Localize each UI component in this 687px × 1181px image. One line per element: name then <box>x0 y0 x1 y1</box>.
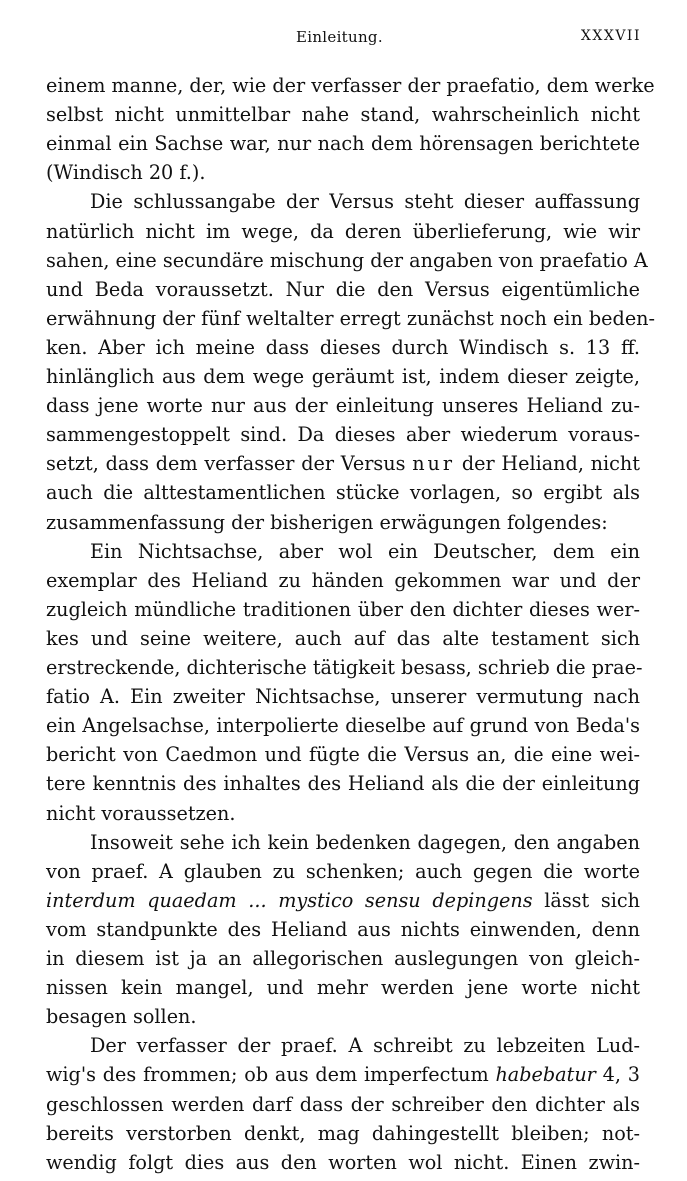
running-title: Einleitung. <box>296 28 383 46</box>
text-segment: 4, 3 <box>595 1063 640 1087</box>
text-line <box>46 159 640 187</box>
text-line <box>46 741 640 769</box>
text-line <box>46 770 640 798</box>
text-segment: vom standpunkte des Heliand aus nichts einwenden, denn <box>46 917 640 941</box>
text-segment: sammengestoppelt sind. Da dieses aber wiederum voraus- <box>46 423 640 447</box>
text-segment: ein Angelsachse, interpolierte dieselbe auf grund von Beda's <box>46 714 640 738</box>
text-segment: bericht von Caedmon und fügte die Versus an, die eine wei- <box>46 743 640 767</box>
text-segment: sahen, eine secundäre mischung der angaben von praefatio A <box>46 248 648 272</box>
text-line <box>46 130 640 158</box>
text-line <box>46 1120 640 1148</box>
text-segment: dass jene worte nur aus der einleitung unseres Heliand zu- <box>46 394 640 418</box>
text-segment: Ein Nichtsachse, aber wol ein Deutscher, dem ein <box>90 539 640 563</box>
text-line <box>46 683 640 711</box>
spaced-emphasis: nur <box>412 452 456 476</box>
text-line <box>46 800 640 828</box>
text-segment: der Heliand, nicht <box>455 452 640 476</box>
text-line <box>46 1149 640 1177</box>
text-line <box>46 1061 640 1089</box>
text-line <box>46 596 640 624</box>
text-segment: in diesem ist ja an allegorischen auslegungen von gleich- <box>46 947 640 970</box>
text-segment: und Beda voraussetzt. Nur die den Versus eigentümliche <box>46 277 640 301</box>
text-segment: Der verfasser der praef. A schreibt zu lebzeiten Lud- <box>90 1034 640 1058</box>
text-segment: erstreckende, dichterische tätigkeit besass, schrieb die prae- <box>46 656 643 679</box>
text-line <box>46 567 640 595</box>
text-line <box>90 538 640 566</box>
text-line <box>46 887 640 915</box>
text-line <box>46 72 655 100</box>
text-segment: fatio A. Ein zweiter Nichtsachse, unserer vermutung nach <box>46 685 640 709</box>
text-segment: tere kenntnis des inhaltes des Heliand als die der einleitung <box>46 772 640 796</box>
text-segment: zugleich mündliche traditionen über den dichter dieses wer- <box>46 597 640 621</box>
text-segment: einmal ein Sachse war, nur nach dem hörensagen berichtete <box>46 132 640 156</box>
text-line <box>46 363 640 391</box>
text-line <box>46 654 643 682</box>
text-segment: bereits verstorben denkt, mag dahingestellt bleiben; not- <box>46 1121 640 1145</box>
page-number: XXXVII <box>580 28 641 44</box>
text-segment: hinlänglich aus dem wege geräumt ist, indem dieser zeigte, <box>46 365 640 388</box>
text-line <box>46 392 640 420</box>
text-line <box>90 1032 640 1060</box>
text-line <box>46 916 640 944</box>
text-line <box>46 509 640 537</box>
text-segment: von praef. A glauben zu schenken; auch gegen die worte <box>46 859 640 883</box>
text-line <box>90 829 640 857</box>
text-line <box>46 421 640 449</box>
text-segment: erwähnung der fünf weltalter erregt zunächst noch ein beden- <box>46 306 656 330</box>
text-segment: selbst nicht unmittelbar nahe stand, wahrscheinlich nicht <box>46 103 640 127</box>
text-segment: Die schlussangabe der Versus steht dieser auffassung <box>90 190 640 214</box>
text-segment: (Windisch 20 f.). <box>46 161 206 185</box>
text-segment: einem manne, der, wie der verfasser der praefatio, dem werke <box>46 74 655 97</box>
text-line <box>46 479 640 507</box>
text-segment: kes und seine weitere, auch auf das alte testament sich <box>46 626 640 650</box>
text-segment: besagen sollen. <box>46 1005 197 1029</box>
text-line <box>46 450 640 478</box>
text-segment: wig's des frommen; ob aus dem imperfectum <box>46 1063 496 1087</box>
text-line <box>46 858 640 886</box>
text-segment: geschlossen werden darf dass der schreiber den dichter als <box>46 1092 640 1116</box>
text-line <box>46 974 640 1002</box>
text-line <box>46 101 640 129</box>
text-segment: nicht voraussetzen. <box>46 801 236 825</box>
text-line <box>46 247 648 275</box>
italic-phrase: habebatur <box>495 1063 596 1087</box>
text-line <box>46 1003 640 1031</box>
text-line <box>46 276 640 304</box>
text-line <box>90 188 640 216</box>
text-line <box>46 712 640 740</box>
text-segment: lässt sich <box>532 888 640 912</box>
text-line <box>46 1091 640 1119</box>
text-segment: nissen kein mangel, und mehr werden jene worte nicht <box>46 976 640 1000</box>
italic-phrase: interdum quaedam ... mystico sensu depingens <box>46 888 533 912</box>
text-line <box>46 305 656 333</box>
text-line <box>46 625 640 653</box>
text-segment: Insoweit sehe ich kein bedenken dagegen, den angaben <box>90 830 640 854</box>
text-line <box>46 218 640 246</box>
text-segment: ken. Aber ich meine dass dieses durch Windisch s. 13 ff. <box>46 335 640 359</box>
text-segment: wendig folgt dies aus den worten wol nicht. Einen zwin- <box>46 1150 640 1174</box>
text-line <box>46 334 640 362</box>
text-segment: exemplar des Heliand zu händen gekommen war und der <box>46 568 640 592</box>
text-segment: zusammenfassung der bisherigen erwägungen folgendes: <box>46 510 608 534</box>
text-segment: setzt, dass dem verfasser der Versus <box>46 452 413 476</box>
text-line <box>46 945 640 973</box>
text-segment: auch die alttestamentlichen stücke vorlagen, so ergibt als <box>46 481 640 505</box>
running-header <box>0 28 687 52</box>
text-segment: natürlich nicht im wege, da deren überlieferung, wie wir <box>46 219 640 243</box>
